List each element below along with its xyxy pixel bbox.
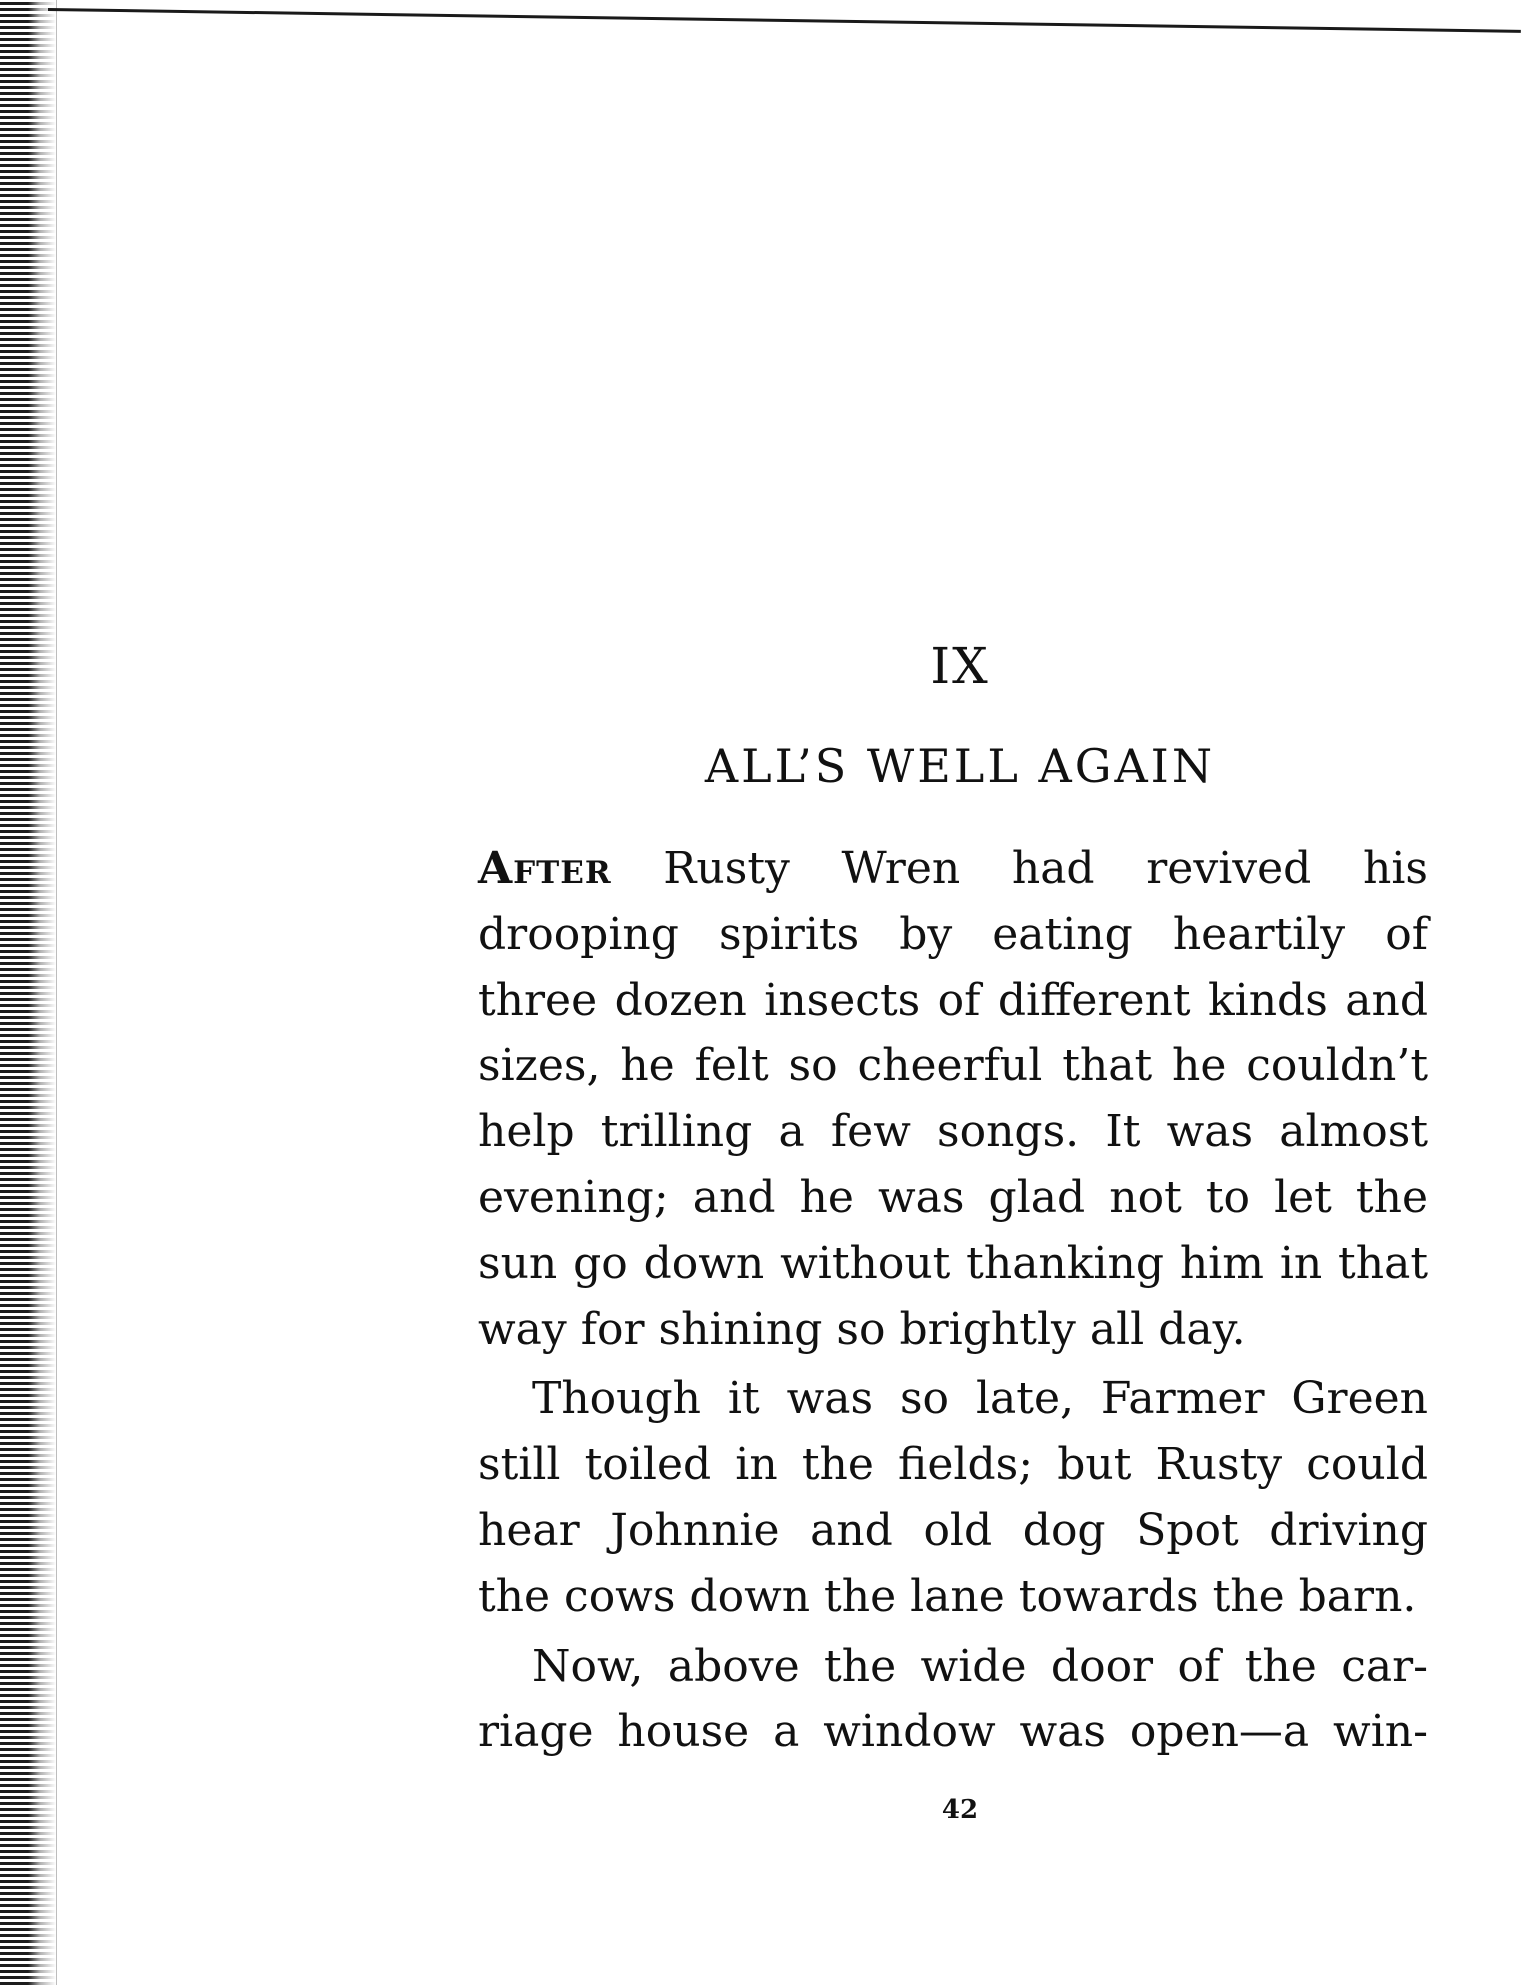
binding-edge [0, 0, 56, 1985]
chapter-number: IX [930, 637, 990, 695]
text-line: Though it was so late, Farmer Green [532, 1373, 1428, 1425]
paragraph-2 [478, 1366, 1428, 1629]
binding-line [56, 0, 57, 1985]
page-number: 42 [941, 1795, 979, 1825]
body-text [478, 836, 1428, 1765]
text-line: sun go down without thanking him in that [478, 1237, 1428, 1289]
text-line: sizes, he felt so cheerful that he couldn’t [478, 1040, 1428, 1092]
paragraph-3 [478, 1634, 1428, 1766]
chapter-title: ALL’S WELL AGAIN [704, 739, 1216, 793]
text-line: way for shining so brightly all day. [478, 1303, 1246, 1355]
text-line: three dozen insects of different kinds and [478, 974, 1428, 1026]
text-line: evening; and he was glad not to let the [478, 1171, 1428, 1223]
text-line: Now, above the wide door of the car- [532, 1640, 1428, 1692]
text-line: drooping spirits by eating heartily of [478, 908, 1428, 960]
text-line: After Rusty Wren had revived his [478, 843, 1428, 894]
text-line: still toiled in the fields; but Rusty could [478, 1439, 1428, 1491]
top-rule [48, 8, 1521, 33]
text-line: hear Johnnie and old dog Spot driving [478, 1504, 1428, 1556]
paragraph-1 [478, 836, 1428, 1362]
text-line: the cows down the lane towards the barn. [478, 1570, 1417, 1622]
text-line: riage house a window was open—a win- [478, 1706, 1428, 1758]
lead-word: After [478, 843, 612, 894]
text-line: help trilling a few songs. It was almost [478, 1106, 1428, 1158]
